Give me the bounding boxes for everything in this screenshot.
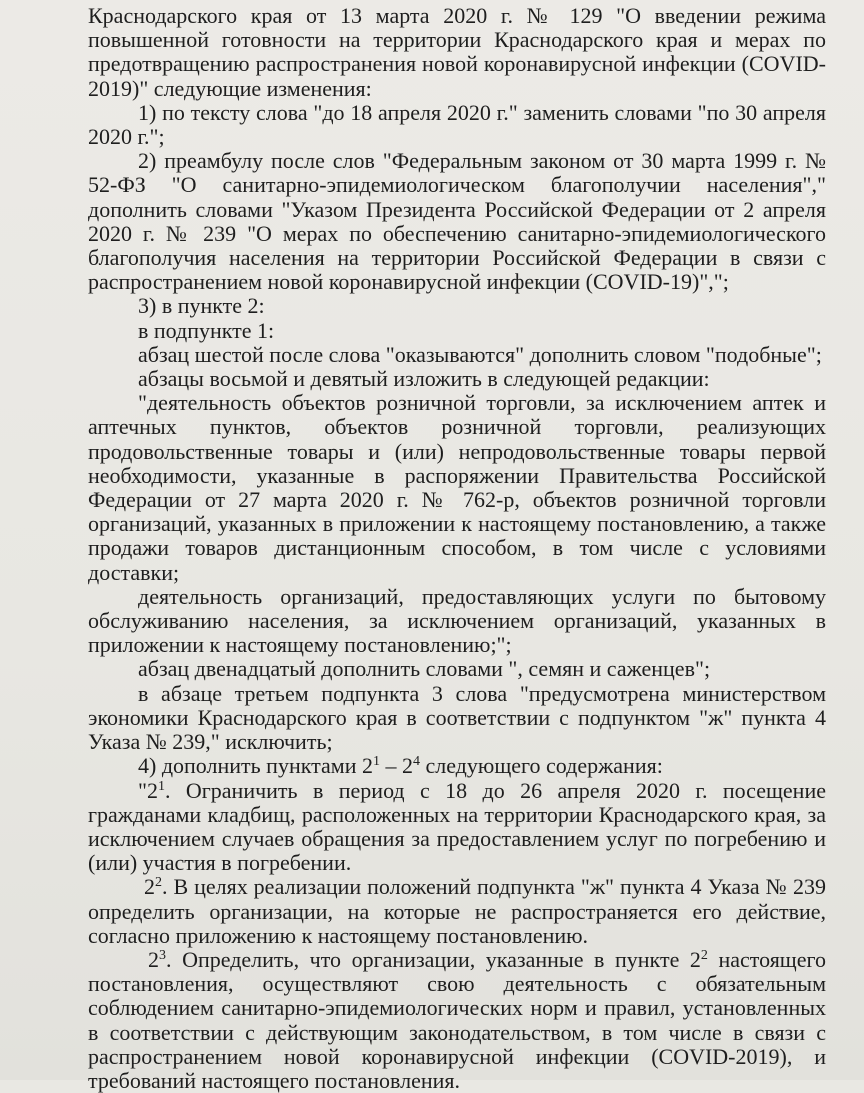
item-4 xyxy=(88,754,826,778)
point-2-3 xyxy=(88,948,826,1093)
point-2-3-sup: 3 xyxy=(159,947,166,963)
paragraph-twelfth: абзац двенадцатый дополнить словами ", семян и саженцев"; xyxy=(138,656,711,682)
point-2-1-sup: 1 xyxy=(157,778,165,794)
item-2: 2) преамбулу после слов "Федеральным законом от 30 марта 1999 г. № 52-ФЗ "О санитарно-эпидемиологическом благополучии населения"," дополнить словами "Указом Президента Российской Федерации от 2 апреля 2020 г. № 239 "О мерах по обеспечению санитарно-эпидемиологического благополучия населения на территории Российской Федерации в связи с распространением новой коронавирусной инфекции (COVID-19)","; xyxy=(88,148,826,295)
item-4-sup-4: 4 xyxy=(412,754,420,770)
services-paragraph: деятельность организаций, предоставляющих услуги по бытовому обслуживанию населения, за исключением организаций, указанных в приложении к настоящему постановлению;"; xyxy=(88,583,826,658)
point-2-3-text-2: настоящего постановления, осуществляют свою деятельность с обязательным соблюдением санитарно-эпидемиологических норм и правил, установленных в соответствии с действующим законодательством, в том числе в связи с распространением новой коронавирусной инфекции (COVID-2019), и требований настоящего постановления. xyxy=(88,946,826,1093)
point-2-2-text: . В целях реализации положений подпункта "ж" пункта 4 Указа № 239 определить организации, на которые не распространяется его действие, согласно приложению к настоящему постановлению. xyxy=(88,874,826,948)
item-3: 3) в пункте 2: xyxy=(138,293,265,319)
point-2-1 xyxy=(88,779,826,876)
point-2-2-sup: 2 xyxy=(155,875,162,891)
item-4-text: 4) дополнить пунктами 2 xyxy=(138,753,373,779)
intro-paragraph: Краснодарского края от 13 марта 2020 г. № 129 "О введении режима повышенной готовности на территории Краснодарского края и мерах по предотвращению распространения новой коронавирусной инфекции (COVID-2019)" следующие изменения: xyxy=(88,3,826,101)
retail-paragraph: "деятельность объектов розничной торговли, за исключением аптек и аптечных пунктов, объектов розничной торговли, реализующих продовольственные товары и (или) непродовольственные товары первой необходимости, указанные в распоряжении Правительства Российской Федерации от 27 марта 2020 г. № 762-р, объектов розничной торговли организаций, указанных в приложении к настоящему постановлению, а также продажи товаров дистанционным способом, в том числе с условиями доставки; xyxy=(88,390,826,585)
point-2-3-text-1: . Определить, что организации, указанные в пункте 2 xyxy=(166,946,701,972)
subitem-1: в подпункте 1: xyxy=(138,317,275,343)
point-2-1-lead: "2 xyxy=(138,777,158,803)
point-2-3-lead: 2 xyxy=(148,946,159,972)
item-4-tail: следующего содержания: xyxy=(419,753,663,779)
point-2-1-text: . Ограничить в период с 18 до 26 апреля 2020 г. посещение гражданами кладбищ, расположенных на территории Краснодарского края, за исключением случаев обращения за предоставлением услуг по погребению и (или) участия в погребении. xyxy=(88,777,826,876)
document-body xyxy=(88,4,826,1093)
item-4-sup-1: 1 xyxy=(372,754,380,770)
point-2-2 xyxy=(88,875,826,948)
paragraph-eighth-ninth: абзацы восьмой и девятый изложить в следующей редакции: xyxy=(138,366,710,392)
point-2-2-lead: 2 xyxy=(144,874,155,900)
point-2-3-ref-sup: 2 xyxy=(700,947,708,963)
item-1: 1) по тексту слова "до 18 апреля 2020 г." заменить словами "по 30 апреля 2020 г."; xyxy=(88,99,826,150)
subitem-3-paragraph: в абзаце третьем подпункта 3 слова "предусмотрена министерством экономики Краснодарского края в соответствии с подпунктом "ж" пункта 4 Указа № 239," исключить; xyxy=(88,680,826,755)
item-4-dash: – 2 xyxy=(379,753,413,779)
paragraph-sixth: абзац шестой после слова "оказываются" дополнить словом "подобные"; xyxy=(138,341,822,367)
